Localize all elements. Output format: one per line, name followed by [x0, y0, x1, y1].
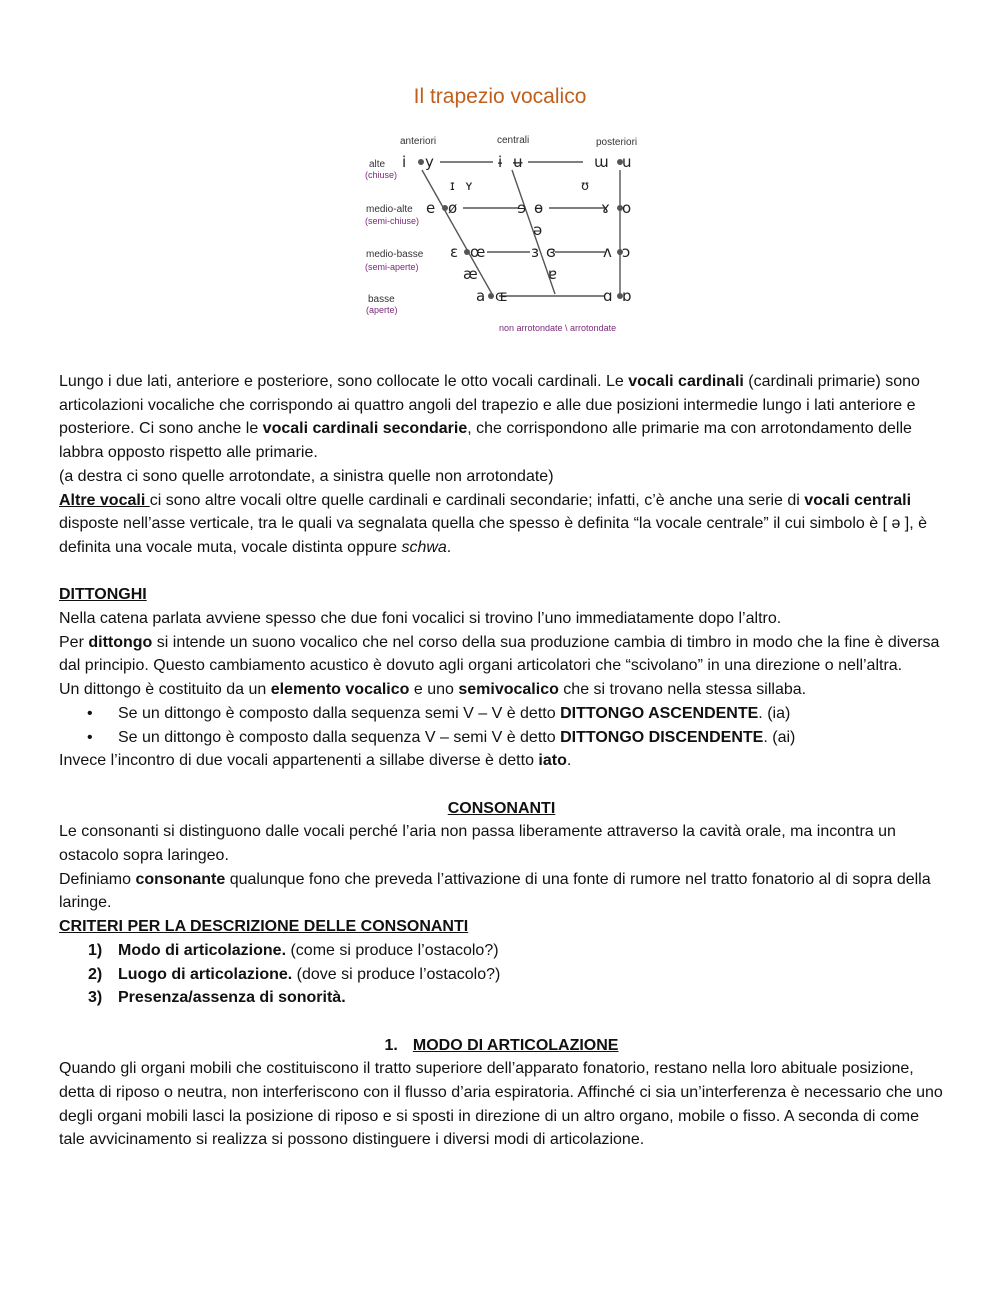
list-item [59, 963, 944, 987]
paragraph-other-vowels [59, 489, 944, 560]
bold-term: semivocalico [458, 681, 559, 699]
paragraph-rounding-note: (a destra ci sono quelle arrotondate, a sinistra quelle non arrotondate) [59, 467, 554, 485]
rounding-legend: non arrotondate \ arrotondate [499, 323, 617, 333]
vowel-nearopen-front: æ [463, 265, 478, 283]
criteri-numbered-list [59, 939, 944, 1010]
col-label-back: posteriori [596, 137, 638, 148]
text: Lungo i due lati, anteriore e posteriore, sono collocate le otto vocali cardinali. Le [59, 373, 629, 390]
list-item [59, 986, 944, 1010]
heading-criteri: CRITERI PER LA DESCRIZIONE DELLE CONSONANTI [59, 918, 469, 936]
vowel-near-front: ɪ [450, 179, 455, 194]
vowel-symbols [402, 153, 632, 305]
vowel-close-front: i [402, 153, 407, 171]
vowel-openmid-back: ʌ [603, 243, 612, 261]
vowel-near-back: ʊ [581, 179, 590, 194]
vowel-close-back: ɯ [594, 153, 609, 171]
figure-title: Il trapezio vocalico [413, 85, 587, 108]
text: (come si produce l’ostacolo?) [286, 941, 499, 959]
paragraph-dittonghi-2 [59, 631, 944, 678]
text: . (ia) [758, 704, 791, 722]
vowel-closemid-back-rounded: o [622, 199, 632, 217]
paragraph-dittonghi-1: Nella catena parlata avviene spesso che due foni vocalici si trovino l’uno immediatamente dopo l’altro. [59, 610, 782, 628]
row-label-openmid: medio-basse [366, 249, 424, 260]
list-item [59, 726, 944, 750]
text: si intende un suono vocalico che nel corso della sua produzione cambia di timbro in modo che la fine è diversa dal principio. Questo cambiamento acustico è dovuto agli organi articolatori che “scivolano” in una direzione o nell’altra. [59, 633, 940, 675]
vowel-trapezium-figure [355, 82, 655, 340]
paragraph-consonanti-2 [59, 868, 944, 915]
paragraph-cardinal-vowels [59, 370, 944, 465]
vowel-close-front-rounded: y [425, 153, 434, 171]
italic-term: schwa [401, 538, 447, 556]
row-sub-open: (aperte) [366, 305, 398, 315]
text: che si trovano nella stessa sillaba. [558, 681, 807, 699]
text: Un dittongo è costituito da un [59, 681, 271, 699]
paragraph-dittonghi-3 [59, 678, 944, 702]
heading-dittonghi: DITTONGHI [59, 586, 147, 604]
bold-term: iato [538, 752, 567, 770]
text: (cardinali primarie) sono articolazioni vocaliche che corrispondo ai quattro angoli del trapezio e alle due posizioni intermedie lungo i lati anteriore e posteriore. Ci sono anche le [59, 373, 920, 438]
list-number: 2) [88, 965, 103, 983]
text: Se un dittongo è composto dalla sequenza semi V – V è detto [118, 704, 561, 722]
paragraph-modo: Quando gli organi mobili che costituiscono il tratto superiore dell’apparato fonatorio, restano nella loro abituale posizione, detta di riposo o neutra, non interferiscono con il flusso d’aria espiratoria. Affinché ci sia un’interferenza è necessario che uno degli organi mobili lasci la posizione di riposo e si sposti in direzione di un altro organo, mobile o fisso. A seconda di come tale avvicinamento si realizza si possono distinguere i diversi modi di articolazione. [59, 1060, 943, 1149]
bold-term: DITTONGO ASCENDENTE [560, 704, 759, 722]
vowel-open-back-rounded: ɒ [622, 287, 632, 305]
vowel-closemid-front-rounded: ø [448, 199, 458, 217]
row-label-close: alte [369, 159, 386, 170]
text: qualunque fono che preveda l’attivazione di una fonte di rumore nel tratto fonatorio al di sopra della laringe. [59, 870, 931, 912]
vowel-open-front-rounded: ɶ [495, 287, 508, 305]
vowel-closemid-front: e [426, 199, 436, 217]
list-item [59, 702, 944, 726]
vowel-openmid-central-rounded: ɞ [546, 243, 556, 261]
vowel-close-central-rounded: ʉ [513, 153, 523, 171]
vowel-openmid-central: ɜ [531, 243, 539, 261]
paragraph-consonanti-1: Le consonanti si distinguono dalle vocali perché l’aria non passa liberamente attraverso la cavità orale, ma incontra un ostacolo sopra laringeo. [59, 823, 896, 865]
text: disposte nell’asse verticale, tra le quali va segnalata quella che spesso è definita “la vocale centrale” il cui simbolo è [ ə ], è definita una vocale muta, vocale distinta oppure [59, 515, 928, 556]
text: (dove si produce l’ostacolo?) [292, 965, 501, 983]
bold-term: vocali cardinali [628, 373, 744, 390]
vowel-closemid-back: ɤ [601, 199, 610, 217]
bold-term: Modo di articolazione. [118, 941, 287, 959]
vowel-open-back: ɑ [603, 287, 613, 305]
dittonghi-bullet-list [59, 702, 944, 749]
vowel-close-back-rounded: u [622, 153, 632, 171]
vowel-openmid-front: ɛ [450, 243, 459, 261]
bold-term: consonante [135, 870, 226, 888]
spacer [59, 773, 944, 797]
list-item [59, 939, 944, 963]
list-number: 1) [88, 941, 103, 959]
heading-modo-wrap [59, 1034, 944, 1058]
spacer [59, 1010, 944, 1034]
row-sub-openmid: (semi-aperte) [365, 262, 419, 272]
text: . (ai) [763, 728, 796, 746]
section-number: 1. [384, 1036, 398, 1054]
vowel-trapezium-diagram [355, 82, 655, 340]
bold-term: Luogo di articolazione. [118, 965, 293, 983]
text: ci sono altre vocali oltre quelle cardinali e cardinali secondarie; infatti, c’è anche una serie di [149, 491, 805, 509]
text: e uno [409, 681, 459, 699]
col-label-central: centrali [497, 135, 530, 146]
document-body [59, 370, 944, 1152]
bold-term: Presenza/assenza di sonorità. [118, 989, 346, 1007]
vowel-open-front: a [476, 287, 486, 305]
trapezium-points [418, 159, 623, 299]
heading-modo: MODO DI ARTICOLAZIONE [412, 1036, 619, 1054]
row-label-closemid: medio-alte [366, 204, 413, 215]
bold-term: dittongo [88, 633, 153, 651]
vowel-mid-central: ə [533, 221, 543, 239]
row-sub-closemid: (semi-chiuse) [365, 216, 420, 226]
text: , che corrispondono alle primarie ma con arrotondamento delle labbra opposto rispetto alle primarie. [59, 420, 912, 462]
text: . [566, 752, 572, 770]
bold-term: Altre vocali [59, 491, 150, 509]
text: Se un dittongo è composto dalla sequenza V – semi V è detto [118, 728, 561, 746]
heading-consonanti-wrap [59, 797, 944, 821]
bold-term: elemento vocalico [270, 681, 410, 699]
vowel-near-front-rounded: ʏ [465, 179, 473, 194]
text: . [446, 538, 452, 556]
text: Per [59, 633, 89, 651]
row-label-open: basse [368, 294, 395, 305]
row-sub-close: (chiuse) [365, 170, 398, 180]
vowel-closemid-central: ɘ [517, 199, 527, 217]
bold-term: vocali centrali [804, 491, 912, 509]
heading-consonanti: CONSONANTI [447, 799, 556, 817]
vowel-close-central: ɨ [498, 153, 503, 171]
col-label-front: anteriori [400, 136, 437, 147]
spacer [59, 560, 944, 584]
text: Invece l’incontro di due vocali appartenenti a sillabe diverse è detto [59, 752, 539, 770]
vowel-openmid-front-rounded: œ [470, 243, 486, 261]
paragraph-iato [59, 749, 944, 773]
vowel-closemid-central-rounded: ɵ [534, 199, 544, 217]
vowel-openmid-back-rounded: ɔ [622, 243, 631, 261]
list-number: 3) [88, 989, 103, 1007]
bold-term: vocali cardinali secondarie [262, 420, 468, 438]
bold-term: DITTONGO DISCENDENTE [560, 728, 764, 746]
text: Definiamo [59, 870, 136, 888]
vowel-nearopen-central: ɐ [548, 265, 558, 283]
